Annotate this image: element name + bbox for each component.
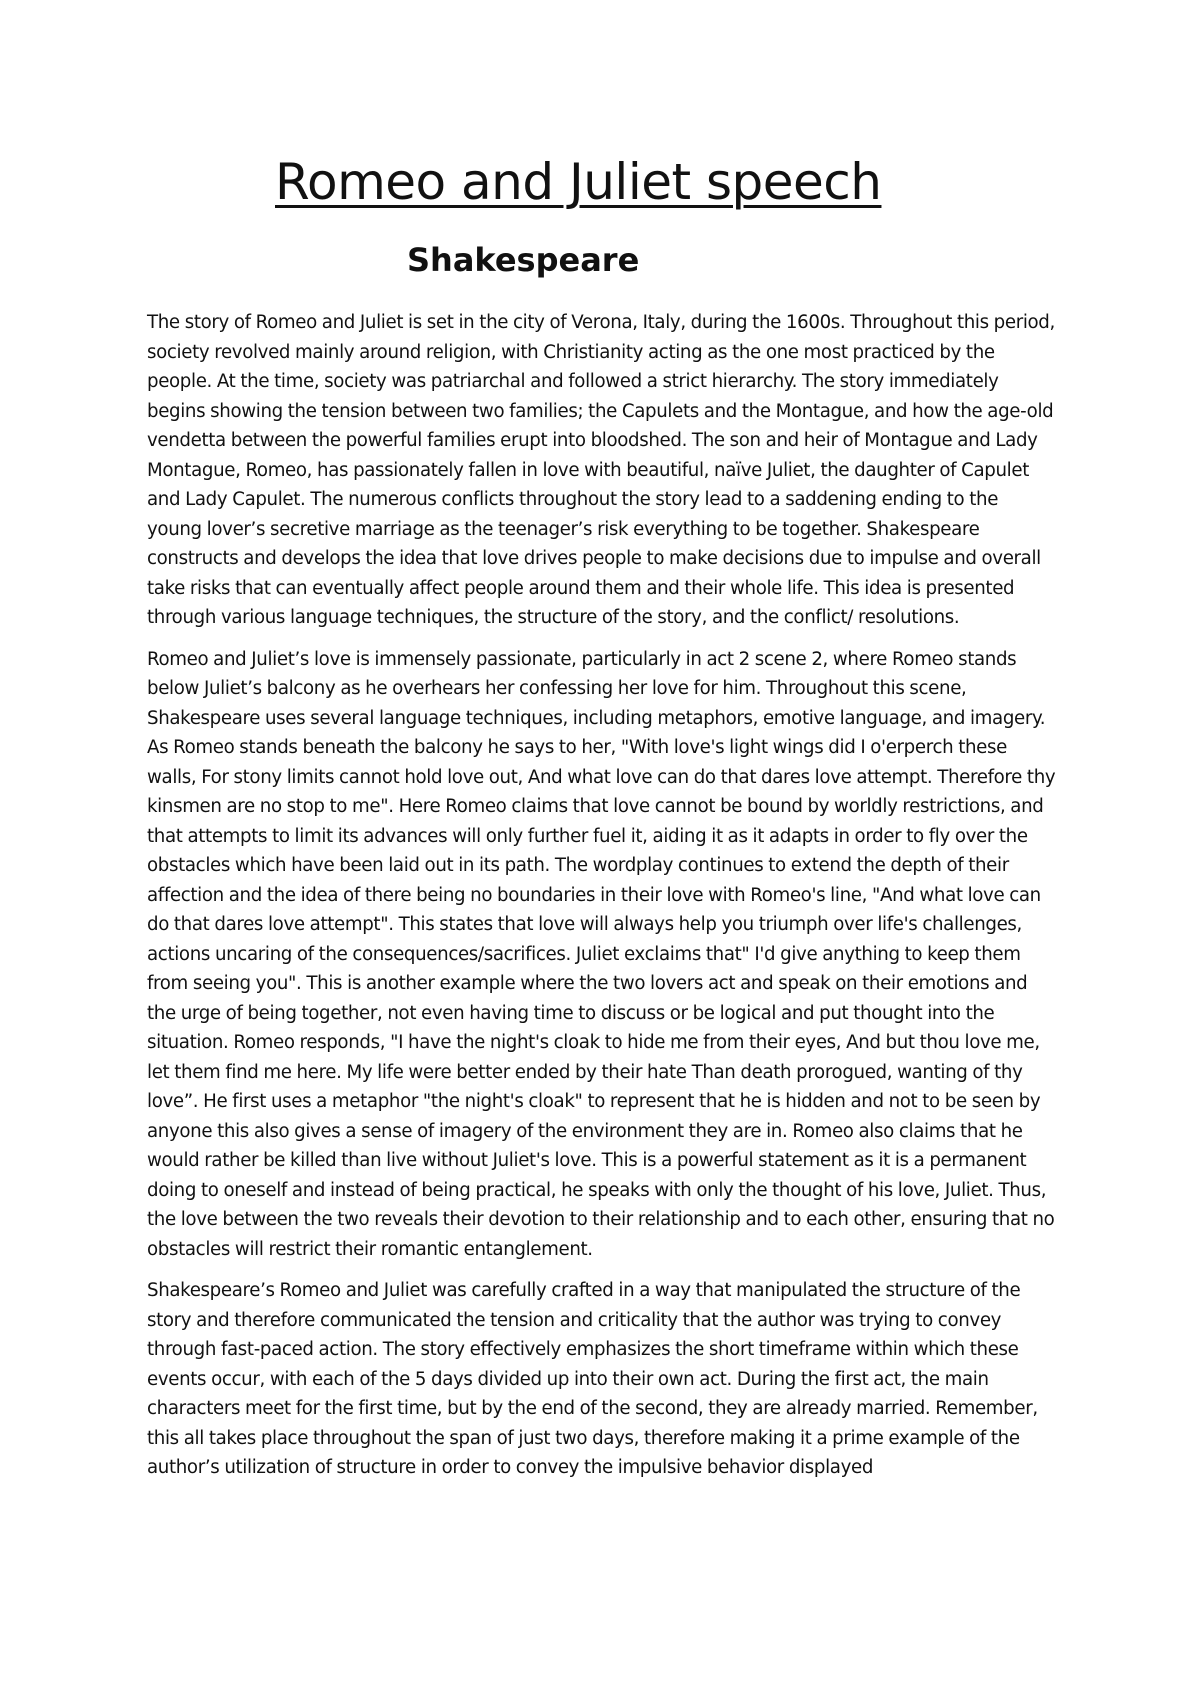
paragraph-intro: The story of Romeo and Juliet is set in the city of Verona, Italy, during the 1600s. Throughout this period, society revolved mainly around religion, with Christianity acting as the one most practiced by the people. At the time, society was patriarchal and followed a strict hierarchy. The story immediately begins showing the tension between two families; the Capulets and the Montague, and how the age-old vendetta between the powerful families erupt into bloodshed. The son and heir of Montague and Lady Montague, Romeo, has passionately fallen in love with beautiful, naïve Juliet, the daughter of Capulet and Lady Capulet. The numerous conflicts throughout the story lead to a saddening ending to the young lover’s secretive marriage as the teenager’s risk everything to be together. Shakespeare constructs and develops the idea that love drives people to make decisions due to impulse and overall take risks that can eventually affect people around them and their whole life. This idea is presented through various language techniques, the structure of the story, and the conflict/ resolutions. bbox=[147, 312, 1055, 628]
document-body bbox=[147, 308, 1057, 1495]
document-title: Romeo and Juliet speech bbox=[275, 153, 882, 211]
paragraph-language-techniques: Romeo and Juliet’s love is immensely passionate, particularly in act 2 scene 2, where Romeo stands below Juliet’s balcony as he overhears her confessing her love for him. Throughout this scene, Shakespeare uses several language techniques, including metaphors, emotive language, and imagery. As Romeo stands beneath the balcony he says to her, "With love's light wings did I o'erperch these walls, For stony limits cannot hold love out, And what love can do that dares love attempt. Therefore thy kinsmen are no stop to me". Here Romeo claims that love cannot be bound by worldly restrictions, and that attempts to limit its advances will only further fuel it, aiding it as it adapts in order to fly over the obstacles which have been laid out in its path. The wordplay continues to extend the depth of their affection and the idea of there being no boundaries in their love with Romeo's line, "And what love can do that dares love attempt". This states that love will always help you triumph over life's challenges, actions uncaring of the consequences/sacrifices. Juliet exclaims that" I'd give anything to keep them from seeing you". This is another example where the two lovers act and speak on their emotions and the urge of being together, not even having time to discuss or be logical and put thought into the situation. Romeo responds, "I have the night's cloak to hide me from their eyes, And but thou love me, let them find me here. My life were better ended by their hate Than death prorogued, wanting of thy love”. He first uses a metaphor "the night's cloak" to represent that he is hidden and not to be seen by anyone this also gives a sense of imagery of the environment they are in. Romeo also claims that he would rather be killed than live without Juliet's love. This is a powerful statement as it is a permanent doing to oneself and instead of being practical, he speaks with only the thought of his love, Juliet. Thus, the love between the two reveals their devotion to their relationship and to each other, ensuring that no obstacles will restrict their romantic entanglement. bbox=[147, 648, 1056, 1260]
document-subtitle: Shakespeare bbox=[407, 241, 640, 279]
paragraph-structure: Shakespeare’s Romeo and Juliet was carefully crafted in a way that manipulated the structure of the story and therefore communicated the tension and criticality that the author was trying to convey through fast-paced action. The story effectively emphasizes the short timeframe within which these events occur, with each of the 5 days divided up into their own act. During the first act, the main characters meet for the first time, but by the end of the second, they are already married. Remember, this all takes place throughout the span of just two days, therefore making it a prime example of the author’s utilization of structure in order to convey the impulsive behavior displayed bbox=[147, 1280, 1038, 1478]
